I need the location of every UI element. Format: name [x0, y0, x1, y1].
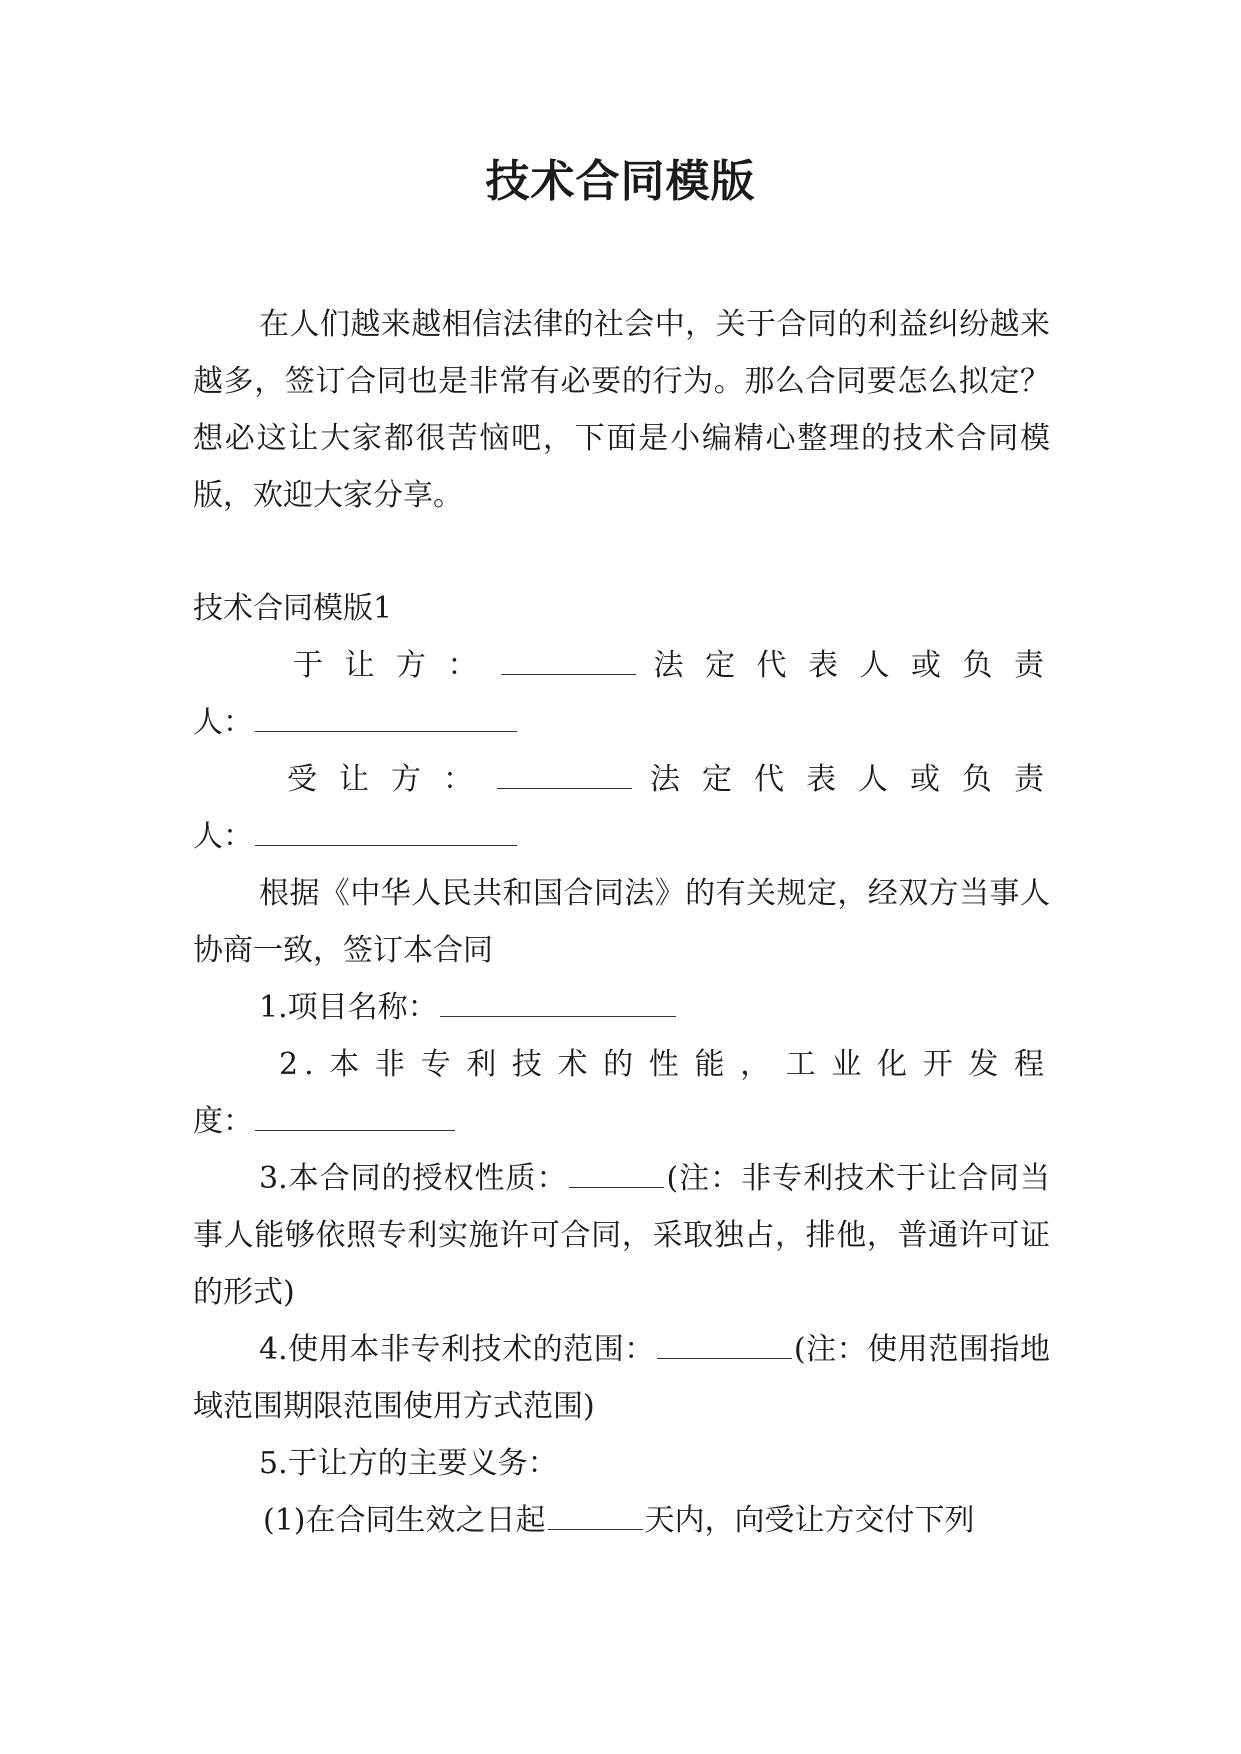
transferor-rep-label: 法定代表人或负责: [638, 648, 1050, 683]
contract-section: [193, 580, 1050, 1549]
intro-paragraph: 在人们越来越相信法律的社会中，关于合同的利益纠纷越来越多，签订合同也是非常有必要的行为。那么合同要怎么拟定？想必这让大家都很苦恼吧，下面是小编精心整理的技术合同模版，欢迎大家分享。: [193, 307, 1050, 513]
item-3: [193, 1150, 1050, 1321]
transferor-rep-tail: 人：: [193, 705, 253, 740]
item-5-1-tail: 天内，向受让方交付下列: [644, 1503, 975, 1538]
item-2-blank[interactable]: [255, 1104, 455, 1131]
intro-section: [193, 296, 1050, 524]
document-title: 技术合同模版: [485, 156, 756, 207]
item-2-tail-line: [193, 1093, 1050, 1150]
basis-paragraph: 根据《中华人民共和国合同法》的有关规定，经双方当事人协商一致，签订本合同: [193, 876, 1050, 968]
transferor-blank[interactable]: [501, 648, 636, 675]
item-4-tail: (注：使用范围指地域范围期限范围使用方式范围): [193, 1332, 1050, 1424]
item-3-head: 3.本合同的授权性质：: [259, 1161, 568, 1196]
transferor-line: [193, 637, 1050, 694]
item-5: 5.于让方的主要义务：: [259, 1446, 558, 1481]
item-2: 2.本非专利技术的性能，工业化开发程: [279, 1047, 1050, 1082]
item-1: [193, 979, 1050, 1036]
item-5-1-head: (1)在合同生效之日起: [263, 1503, 546, 1538]
item-4-blank[interactable]: [657, 1332, 792, 1359]
item-1-label: 1.项目名称：: [259, 990, 438, 1025]
item-3-tail: (注：非专利技术于让合同当事人能够依照专利实施许可合同，采取独占，排他，普通许可证的形式): [193, 1161, 1050, 1310]
item-4: [193, 1321, 1050, 1435]
item-5-1-blank[interactable]: [548, 1503, 643, 1530]
transferee-rep-blank[interactable]: [255, 819, 517, 846]
item-3-blank[interactable]: [569, 1161, 664, 1188]
transferor-rep-blank[interactable]: [255, 705, 517, 732]
transferor-label: 于让方：: [293, 648, 499, 683]
transferee-rep-label: 法定代表人或负责: [634, 762, 1050, 797]
section-heading: 技术合同模版1: [193, 591, 393, 626]
transferee-rep-tail: 人：: [193, 819, 253, 854]
item-4-head: 4.使用本非专利技术的范围：: [259, 1332, 655, 1367]
item-2-tail: 度：: [193, 1104, 253, 1139]
transferee-label: 受让方：: [287, 762, 495, 797]
transferee-rep-line: [193, 808, 1050, 865]
transferee-line: [193, 751, 1050, 808]
transferor-rep-line: [193, 694, 1050, 751]
item-5-1: [193, 1492, 1050, 1549]
item-1-blank[interactable]: [440, 990, 676, 1017]
transferee-blank[interactable]: [497, 762, 632, 789]
